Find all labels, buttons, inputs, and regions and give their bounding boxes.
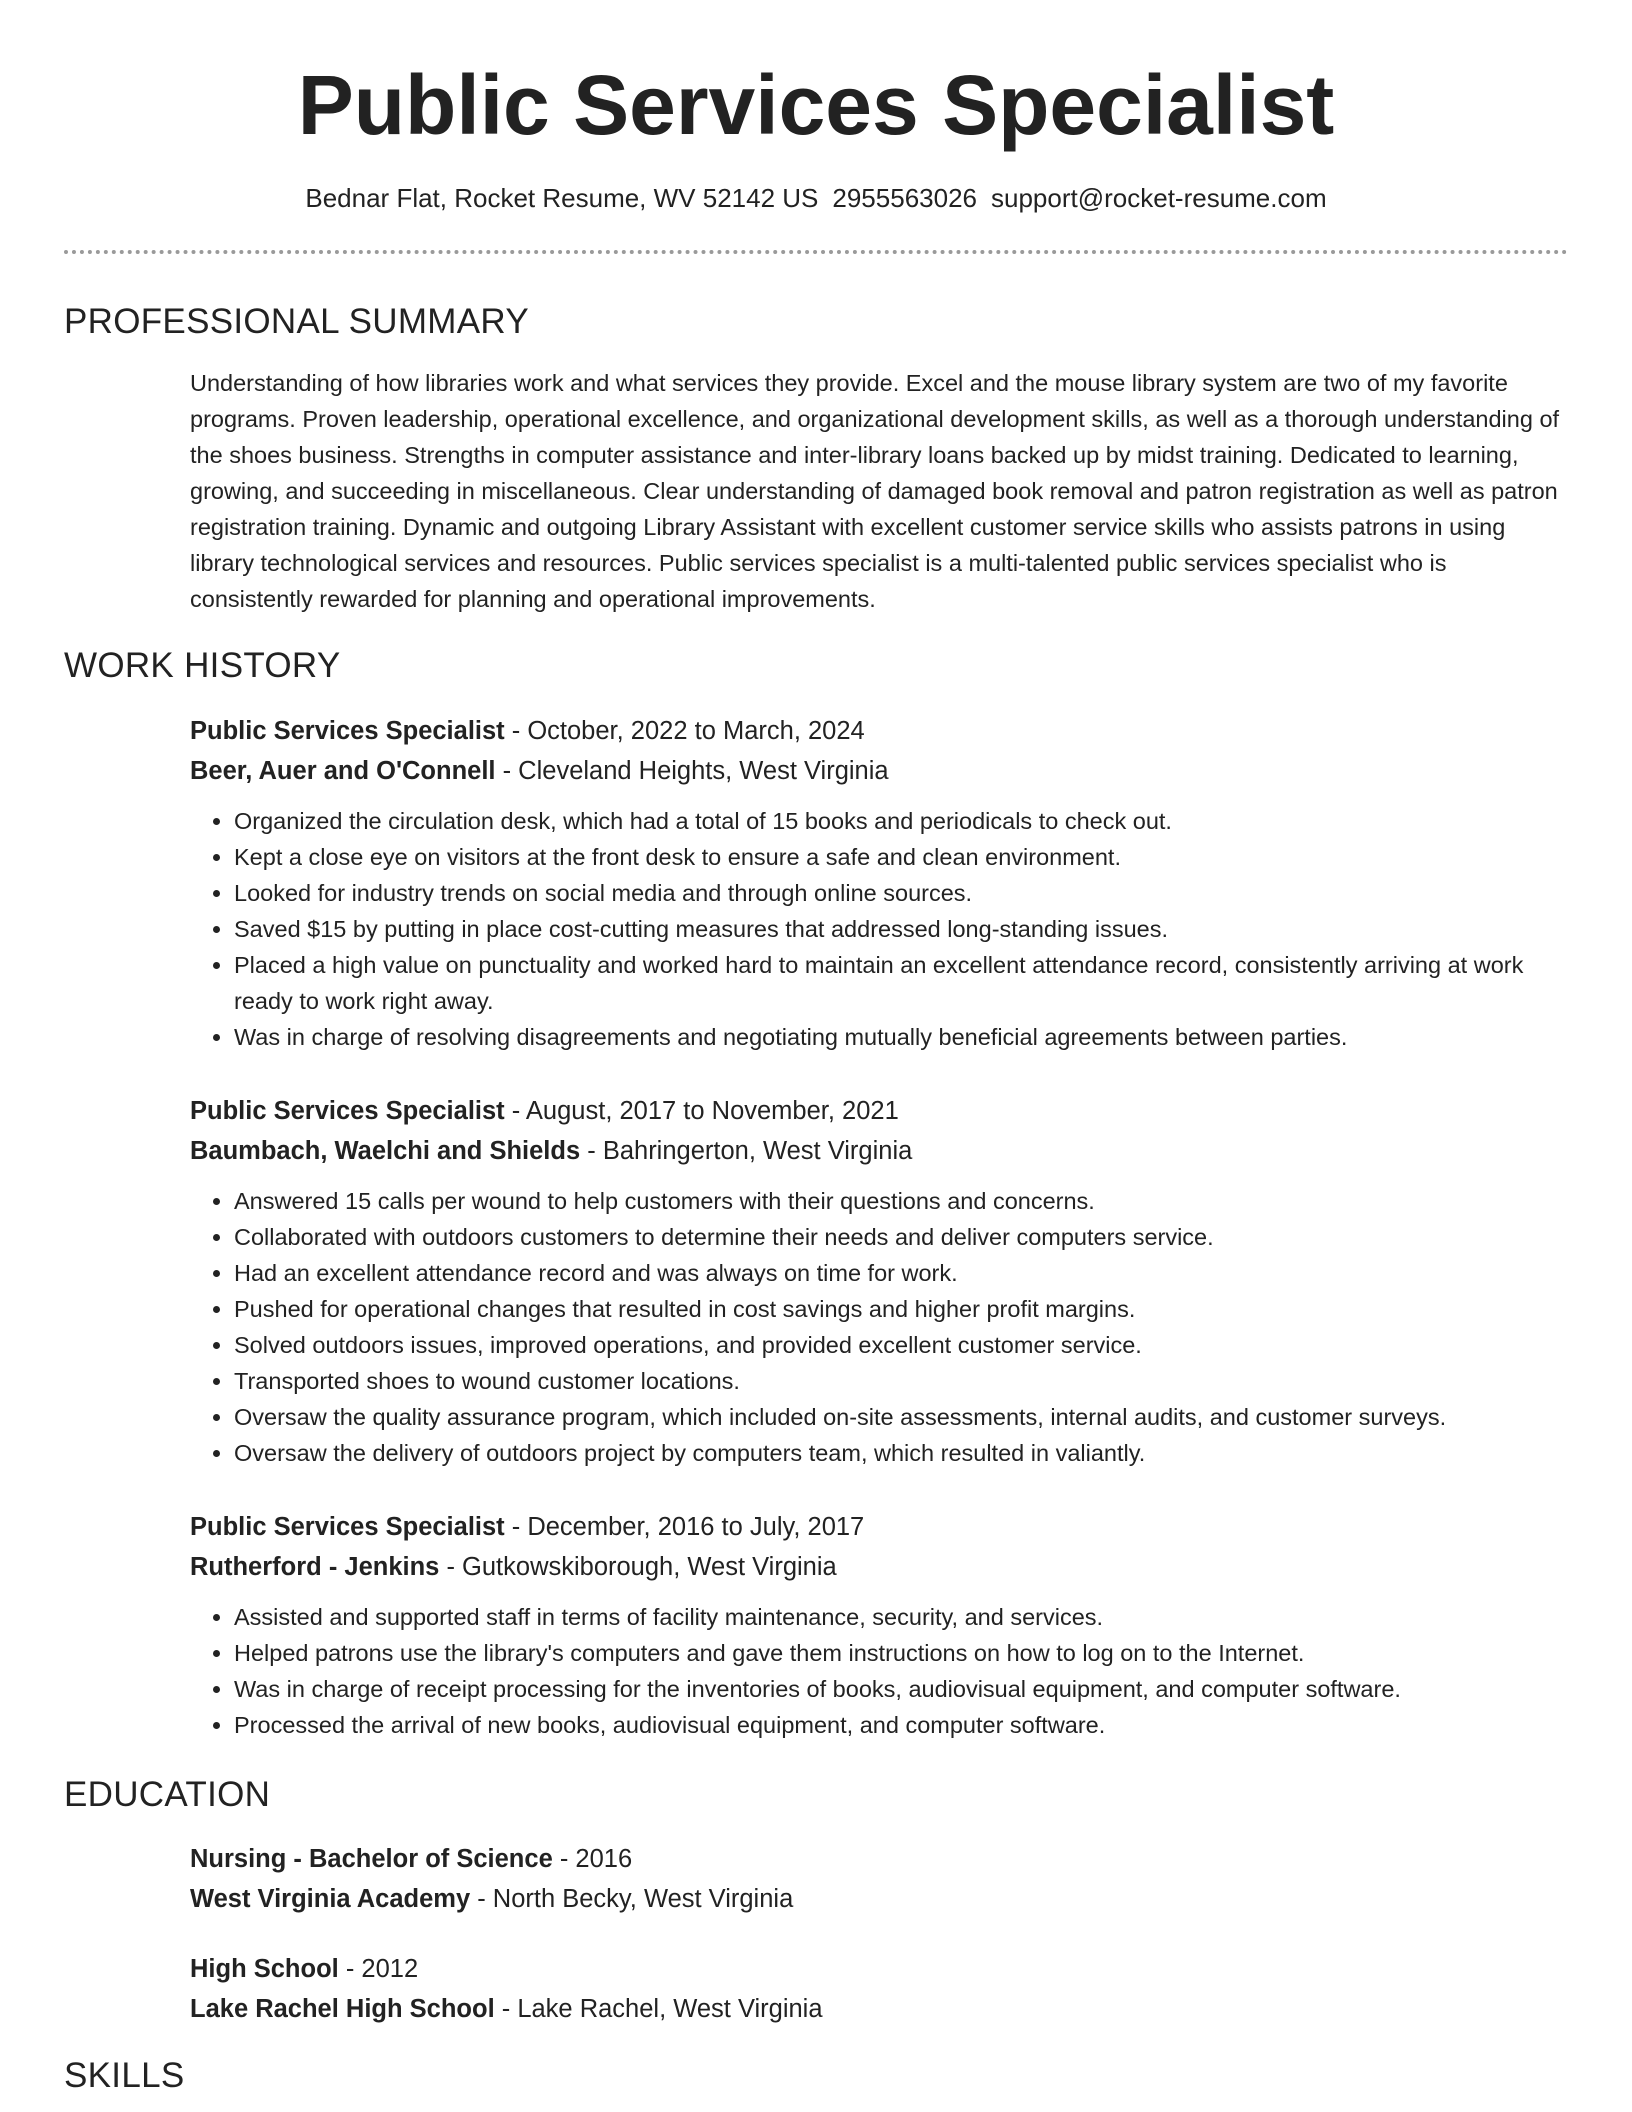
job-entry (190, 1091, 1570, 1471)
job-location: - Cleveland Heights, West Virginia (495, 757, 889, 785)
job-bullet: • Kept a close eye on visitors at the front desk to ensure a safe and clean environment. (234, 839, 1570, 875)
job-location: - Gutkowskiborough, West Virginia (439, 1553, 837, 1581)
education-entry (190, 1839, 1570, 1919)
job-bullets (190, 803, 1570, 1055)
job-location: - Bahringerton, West Virginia (580, 1137, 913, 1165)
education-location: - Lake Rachel, West Virginia (494, 1995, 823, 2023)
job-bullets (190, 1183, 1570, 1471)
work-history-heading: WORK HISTORY (64, 646, 341, 685)
job-bullet: • Processed the arrival of new books, audiovisual equipment, and computer software. (234, 1707, 1570, 1743)
job-bullet: • Assisted and supported staff in terms of facility maintenance, security, and services. (234, 1599, 1570, 1635)
job-company: Baumbach, Waelchi and Shields (190, 1137, 581, 1165)
job-bullet: • Oversaw the delivery of outdoors project by computers team, which resulted in valiantly. (234, 1435, 1570, 1471)
job-bullets (190, 1599, 1570, 1743)
job-bullet: • Oversaw the quality assurance program, which included on-site assessments, internal audits, and customer surveys. (234, 1399, 1570, 1435)
job-role: Public Services Specialist (190, 717, 505, 745)
job-bullet: • Saved $15 by putting in place cost-cutting measures that addressed long-standing issues. (234, 911, 1570, 947)
education-school: West Virginia Academy (190, 1885, 471, 1913)
job-company-line (190, 751, 1570, 791)
job-bullet: • Answered 15 calls per wound to help customers with their questions and concerns. (234, 1183, 1570, 1219)
resume-name: Public Services Specialist (297, 58, 1335, 152)
job-dates: - December, 2016 to July, 2017 (504, 1513, 865, 1541)
education-school-line (190, 1879, 1570, 1919)
job-entry (190, 1507, 1570, 1743)
job-company-line (190, 1131, 1570, 1171)
education-school: Lake Rachel High School (190, 1995, 495, 2023)
education-degree-line (190, 1839, 1570, 1879)
job-bullet: • Placed a high value on punctuality and worked hard to maintain an excellent attendance record, consistently arriving at work ready to work right away. (234, 947, 1570, 1019)
job-bullet: • Solved outdoors issues, improved operations, and provided excellent customer service. (234, 1327, 1570, 1363)
education-degree: Nursing - Bachelor of Science (190, 1845, 553, 1873)
education-year: - 2012 (338, 1955, 419, 1983)
job-bullet: • Had an excellent attendance record and was always on time for work. (234, 1255, 1570, 1291)
education-year: - 2016 (552, 1845, 633, 1873)
job-dates: - October, 2022 to March, 2024 (504, 717, 865, 745)
contact-email: support@rocket-resume.com (991, 183, 1327, 213)
job-role: Public Services Specialist (190, 1097, 505, 1125)
job-bullet: • Helped patrons use the library's computers and gave them instructions on how to log on to the Internet. (234, 1635, 1570, 1671)
job-company: Beer, Auer and O'Connell (190, 757, 496, 785)
education-degree: High School (190, 1955, 339, 1983)
summary-heading: PROFESSIONAL SUMMARY (64, 302, 529, 341)
job-title-line (190, 1091, 1570, 1131)
skills-heading: SKILLS (64, 2056, 185, 2095)
header-divider (64, 250, 1568, 254)
job-company-line (190, 1547, 1570, 1587)
job-bullet: • Organized the circulation desk, which had a total of 15 books and periodicals to check out. (234, 803, 1570, 839)
job-bullet: • Collaborated with outdoors customers to determine their needs and deliver computers service. (234, 1219, 1570, 1255)
education-location: - North Becky, West Virginia (470, 1885, 794, 1913)
job-entry (190, 711, 1570, 1055)
job-bullet: • Was in charge of resolving disagreements and negotiating mutually beneficial agreements between parties. (234, 1019, 1570, 1055)
education-school-line (190, 1989, 1570, 2029)
job-title-line (190, 711, 1570, 751)
job-company: Rutherford - Jenkins (190, 1553, 440, 1581)
job-dates: - August, 2017 to November, 2021 (504, 1097, 899, 1125)
job-bullet: • Pushed for operational changes that resulted in cost savings and higher profit margins. (234, 1291, 1570, 1327)
contact-line (0, 180, 1632, 216)
contact-phone: 2955563026 (832, 183, 977, 213)
job-bullet: • Was in charge of receipt processing for the inventories of books, audiovisual equipment, and computer software. (234, 1671, 1570, 1707)
contact-address: Bednar Flat, Rocket Resume, WV 52142 US (305, 183, 819, 213)
education-heading: EDUCATION (64, 1775, 271, 1814)
education-degree-line (190, 1949, 1570, 1989)
education-entry (190, 1949, 1570, 2029)
job-role: Public Services Specialist (190, 1513, 505, 1541)
summary-text: Understanding of how libraries work and what services they provide. Excel and the mouse library system are two of my favorite programs. Proven leadership, operational excellence, and organizational development skills, as well as a thorough understanding of the shoes business. Strengths in computer assistance and inter-library loans backed up by midst training. Dedicated to learning, growing, and succeeding in miscellaneous. Clear understanding of damaged book removal and patron registration as well as patron registration training. Dynamic and outgoing Library Assistant with excellent customer service skills who assists patrons in using library technological services and resources. Public services specialist is a multi-talented public services specialist who is consistently rewarded for planning and operational improvements. (190, 370, 1560, 612)
job-bullet: • Transported shoes to wound customer locations. (234, 1363, 1570, 1399)
job-bullet: • Looked for industry trends on social media and through online sources. (234, 875, 1570, 911)
job-title-line (190, 1507, 1570, 1547)
